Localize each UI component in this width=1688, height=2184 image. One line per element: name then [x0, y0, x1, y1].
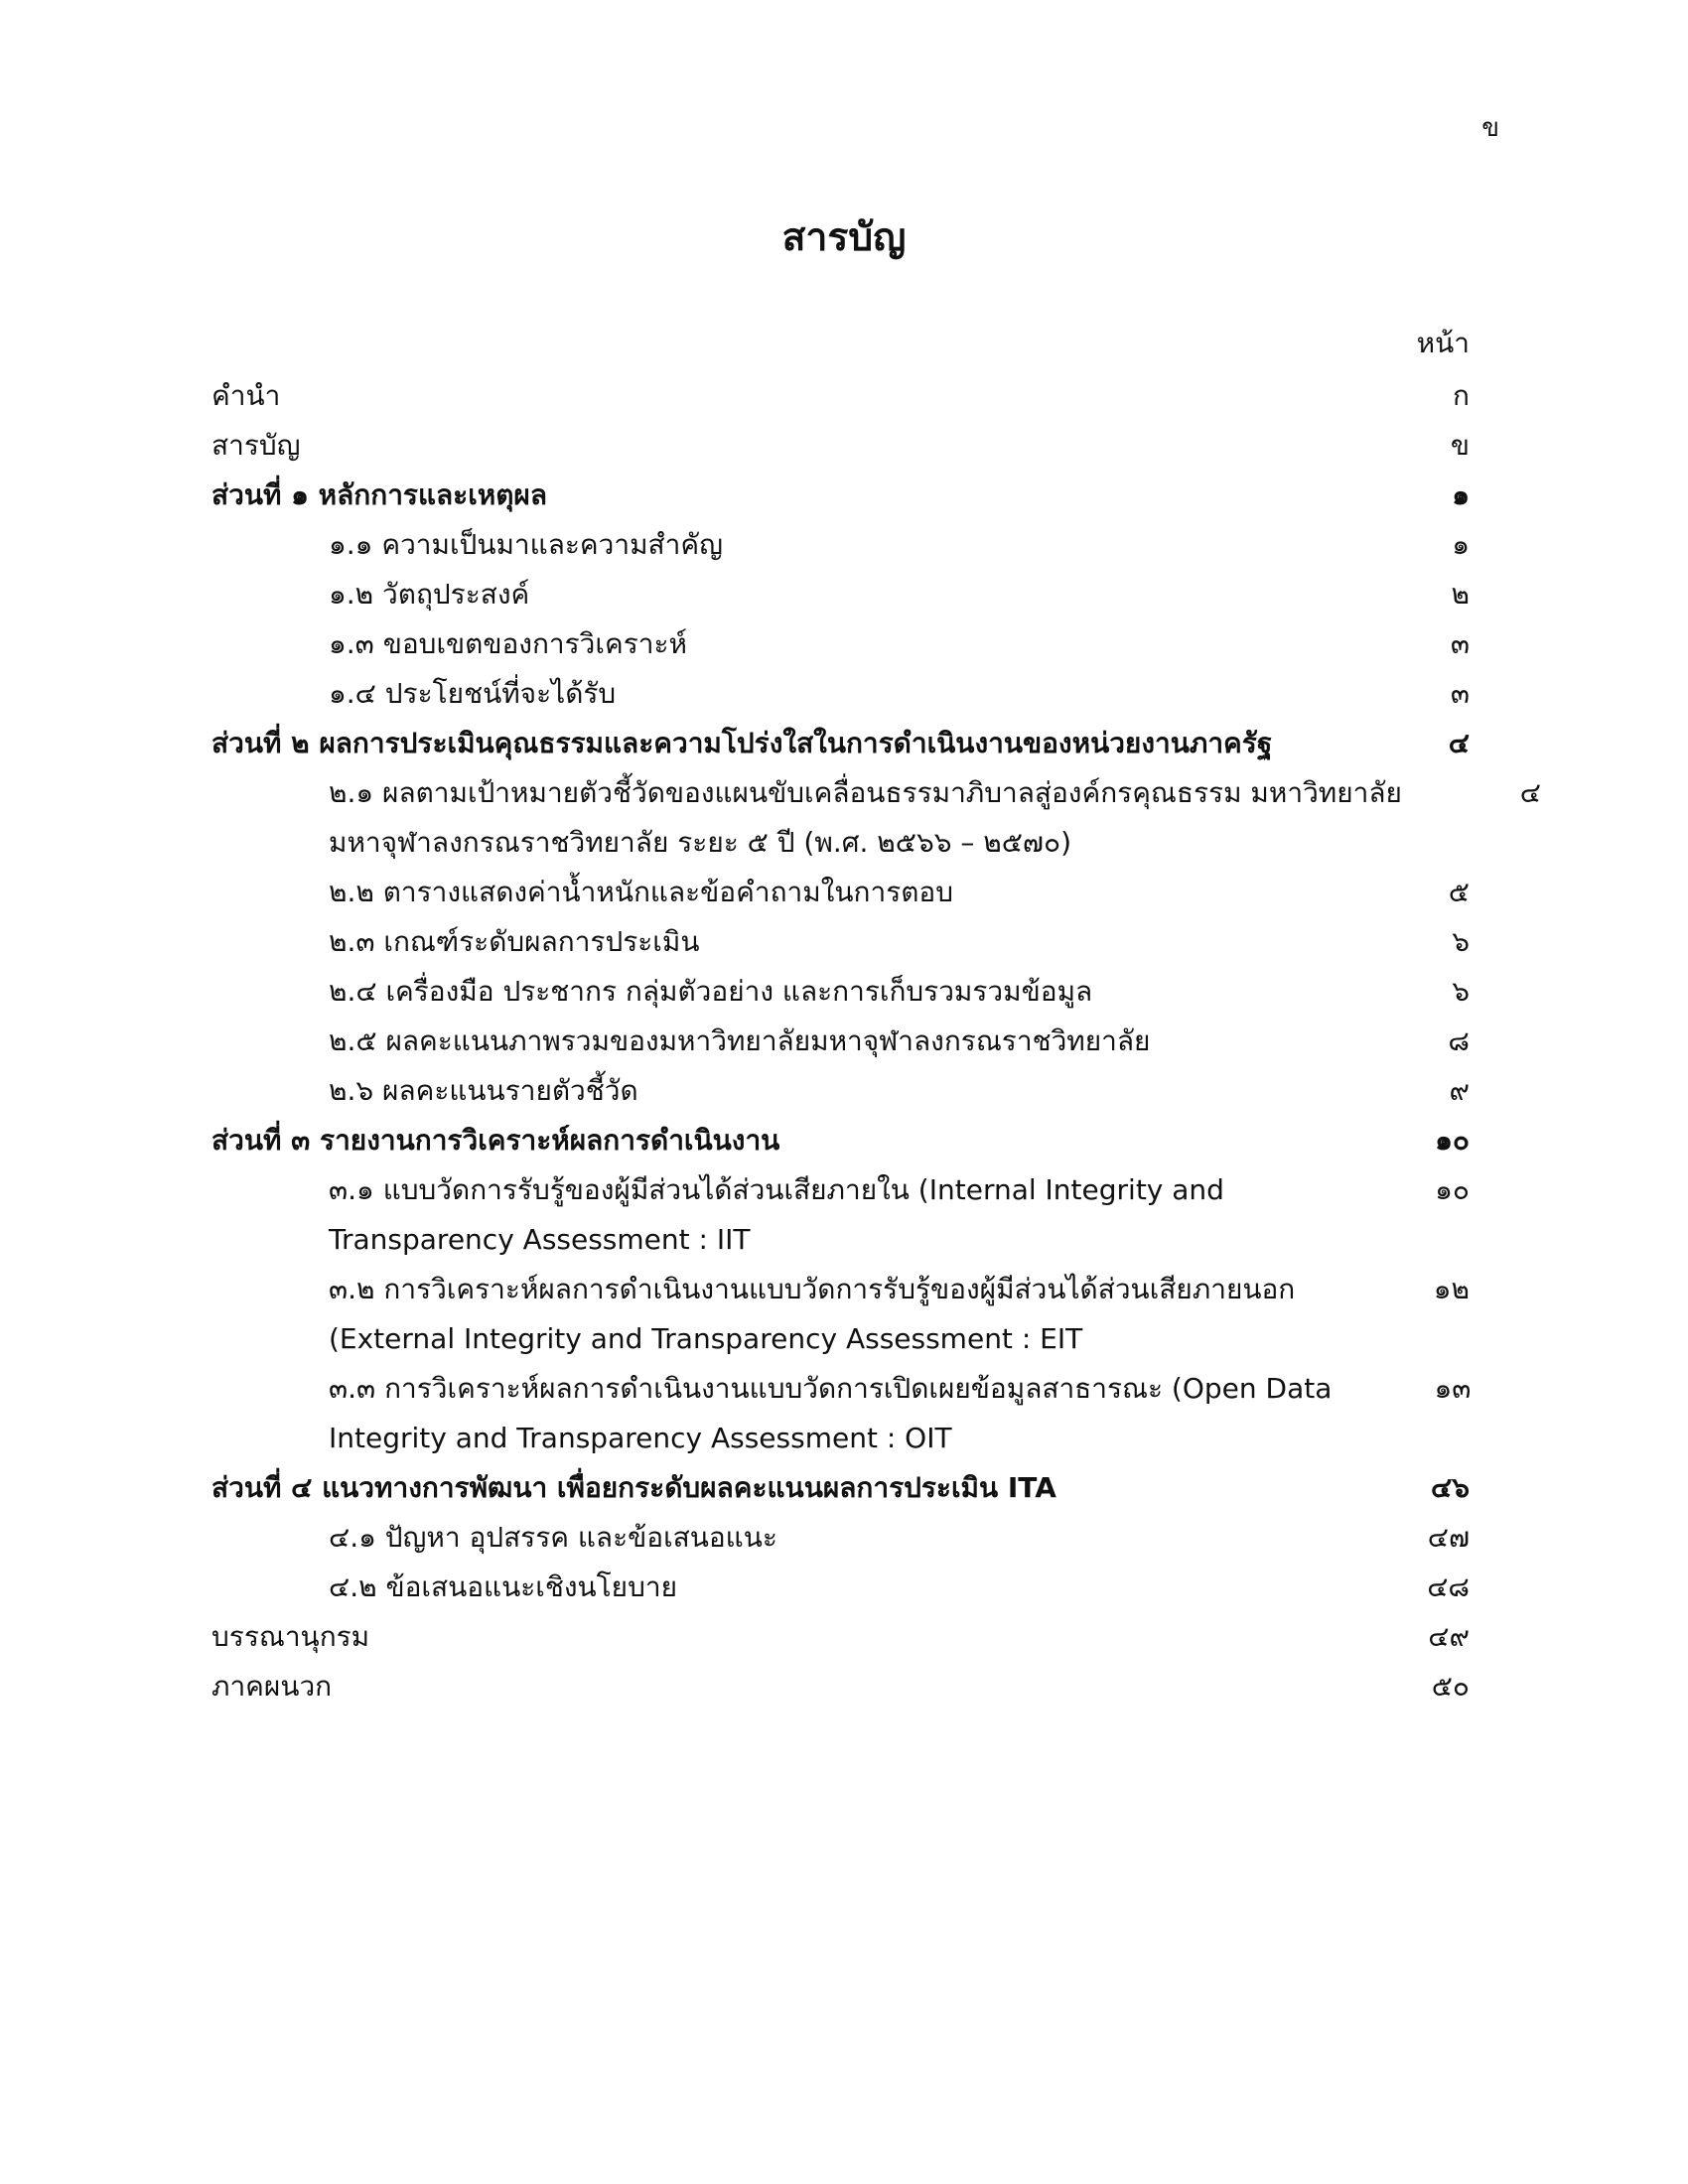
toc-entry-page: ๑๐ [1435, 1124, 1470, 1157]
toc-entry-page: ๕ [1448, 876, 1470, 908]
toc-entry-title-line: ภาคผนวก [211, 1670, 333, 1703]
toc-subsection-row [211, 570, 1470, 619]
toc-entry-title [211, 1066, 1331, 1116]
toc-entry-title-line: ๓.๑ แบบวัดการรับรู้ของผู้มีส่วนได้ส่วนเสียภายใน (Internal Integrity and [329, 1173, 1224, 1206]
toc-subsection-row [211, 967, 1470, 1017]
toc-subsection-row [211, 768, 1541, 868]
toc-entry-page: ข [1450, 429, 1470, 462]
toc-section-row [211, 1612, 1470, 1662]
toc-entry-page: ๑๒ [1433, 1273, 1470, 1305]
toc-entry-title-line: ๑.๔ ประโยชน์ที่จะได้รับ [329, 677, 617, 710]
toc-entry-title-line: ส่วนที่ ๔ แนวทางการพัฒนา เพื่อยกระดับผลคะแนนผลการประเมิน ITA [211, 1471, 1056, 1504]
toc-entry-title-line: ส่วนที่ ๓ รายงานการวิเคราะห์ผลการดำเนินงาน [211, 1124, 780, 1157]
toc-entry-title-line: ๓.๒ การวิเคราะห์ผลการดำเนินงานแบบวัดการรับรู้ของผู้มีส่วนได้ส่วนเสียภายนอก [329, 1273, 1296, 1305]
toc-entry-title [211, 520, 1331, 570]
toc-entry-page: ๔๙ [1428, 1620, 1470, 1653]
toc-entry-title [211, 1612, 1331, 1662]
toc-entry-title-line: Transparency Assessment : IIT [329, 1223, 751, 1256]
toc-entry-title-line: ๔.๒ ข้อเสนอแนะเชิงนโยบาย [329, 1570, 677, 1603]
toc-entry-title [211, 1463, 1331, 1513]
toc-subsection-row [211, 520, 1470, 570]
toc-entry-title-line: ส่วนที่ ๒ ผลการประเมินคุณธรรมและความโปร่งใสในการดำเนินงานของหน่วยงานภาครัฐ [211, 727, 1273, 759]
toc-subsection-row [211, 917, 1470, 967]
toc-entry-title-line: ๓.๓ การวิเคราะห์ผลการดำเนินงานแบบวัดการเปิดเผยข้อมูลสาธารณะ (Open Data [329, 1372, 1333, 1405]
toc-entry-title-line: (External Integrity and Transparency Assessment : EIT [329, 1322, 1083, 1355]
toc-entry-title [211, 868, 1331, 917]
toc-entry-title [211, 1116, 1331, 1165]
toc-entry-page: ๔๖ [1431, 1471, 1470, 1504]
toc-entry-page: ๑๓ [1434, 1372, 1472, 1405]
page-column-header: หน้า [1416, 327, 1470, 359]
toc-entry-title-line: ๑.๒ วัตถุประสงค์ [329, 578, 530, 611]
toc-entry-page: ๓ [1450, 627, 1470, 660]
toc-entry-page: ๒ [1451, 578, 1470, 611]
toc-entry-title-line: ๒.๓ เกณฑ์ระดับผลการประเมิน [329, 925, 700, 958]
toc-section-row [211, 719, 1470, 768]
toc-entry-title-line: ๒.๕ ผลคะแนนภาพรวมของมหาวิทยาลัยมหาจุฬาลงกรณราชวิทยาลัย [329, 1024, 1151, 1057]
toc-entry-page: ๔ [1519, 776, 1541, 809]
toc-subsection-row [211, 619, 1470, 669]
toc-section-row [211, 1463, 1470, 1513]
toc-entry-title-line: ส่วนที่ ๑ หลักการและเหตุผล [211, 478, 547, 511]
toc-entry-title [211, 669, 1331, 719]
toc-entry-title-line: ๒.๔ เครื่องมือ ประชากร กลุ่มตัวอย่าง และการเก็บรวมรวมข้อมูล [329, 975, 1093, 1008]
toc-entry-title [211, 1662, 1331, 1711]
toc-entry-title [211, 1165, 1331, 1265]
toc-entry-title [211, 471, 1331, 520]
toc-entry-page: ๕๐ [1431, 1670, 1470, 1703]
toc-entry-title-line: ๑.๓ ขอบเขตของการวิเคราะห์ [329, 627, 687, 660]
toc-entry-title-line: ๒.๑ ผลตามเป้าหมายตัวชี้วัดของแผนขับเคลื่อนธรรมาภิบาลสู่องค์กรคุณธรรม มหาวิทยาลัย [329, 776, 1402, 809]
toc-entry-page: ๙ [1449, 1074, 1470, 1107]
toc-entry-title-line: ๒.๒ ตารางแสดงค่าน้ำหนักและข้อคำถามในการตอบ [329, 876, 954, 908]
toc-entry-title [211, 371, 1331, 421]
toc-entry-title [211, 619, 1331, 669]
toc-entry-title-line: ๔.๑ ปัญหา อุปสรรค และข้อเสนอแนะ [329, 1521, 777, 1554]
toc-entry-title-line: ๑.๑ ความเป็นมาและความสำคัญ [329, 528, 723, 561]
toc-subsection-row [211, 1563, 1470, 1612]
toc-entry-title [211, 1563, 1331, 1612]
toc-entry-page: ๔ [1448, 727, 1470, 759]
toc-entry-page: ๑ [1452, 478, 1470, 511]
toc-subsection-row [211, 669, 1470, 719]
toc-entry-title-line: บรรณานุกรม [211, 1620, 370, 1653]
toc-entry-title [211, 1364, 1332, 1463]
toc-section-row [211, 1116, 1470, 1165]
toc-section-row [211, 1662, 1470, 1711]
toc-entry-page: ก [1453, 379, 1470, 412]
toc-subsection-row [211, 1364, 1470, 1463]
toc-entry-title [211, 1513, 1331, 1563]
toc-entry-page: ๔๘ [1427, 1570, 1470, 1603]
toc-entry-page: ๖ [1452, 925, 1470, 958]
toc-subsection-row [211, 868, 1470, 917]
toc-entry-page: ๖ [1452, 975, 1470, 1008]
toc-entry-title-line: คำนำ [211, 379, 281, 412]
toc-entry-title [211, 1265, 1331, 1364]
toc-entry-page: ๘ [1448, 1024, 1470, 1057]
toc-entry-page: ๔๗ [1427, 1521, 1470, 1554]
toc-entry-title-line: มหาจุฬาลงกรณราชวิทยาลัย ระยะ ๕ ปี (พ.ศ. ๒๕๖๖ – ๒๕๗๐) [329, 826, 1072, 859]
table-of-contents [211, 371, 1541, 1711]
toc-entry-title [211, 1017, 1331, 1066]
toc-entry-title [211, 570, 1331, 619]
toc-entry-page: ๑๐ [1435, 1173, 1470, 1206]
toc-entry-title [211, 768, 1402, 868]
page-title: สารบัญ [781, 215, 907, 260]
toc-entry-page: ๑ [1452, 528, 1470, 561]
toc-subsection-row [211, 1165, 1470, 1265]
toc-entry-title-line: Integrity and Transparency Assessment : OIT [329, 1422, 952, 1454]
toc-subsection-row [211, 1017, 1470, 1066]
toc-entry-title-line: สารบัญ [211, 429, 301, 462]
toc-entry-title [211, 967, 1331, 1017]
toc-subsection-row [211, 1513, 1470, 1563]
toc-subsection-row [211, 1066, 1470, 1116]
page-number: ข [1481, 113, 1499, 143]
toc-section-row [211, 421, 1470, 471]
toc-entry-page: ๓ [1450, 677, 1470, 710]
toc-subsection-row [211, 1265, 1470, 1364]
toc-entry-title [211, 421, 1331, 471]
toc-section-row [211, 371, 1470, 421]
toc-entry-title [211, 917, 1331, 967]
toc-entry-title [211, 719, 1331, 768]
toc-section-row [211, 471, 1470, 520]
toc-entry-title-line: ๒.๖ ผลคะแนนรายตัวชี้วัด [329, 1074, 638, 1107]
